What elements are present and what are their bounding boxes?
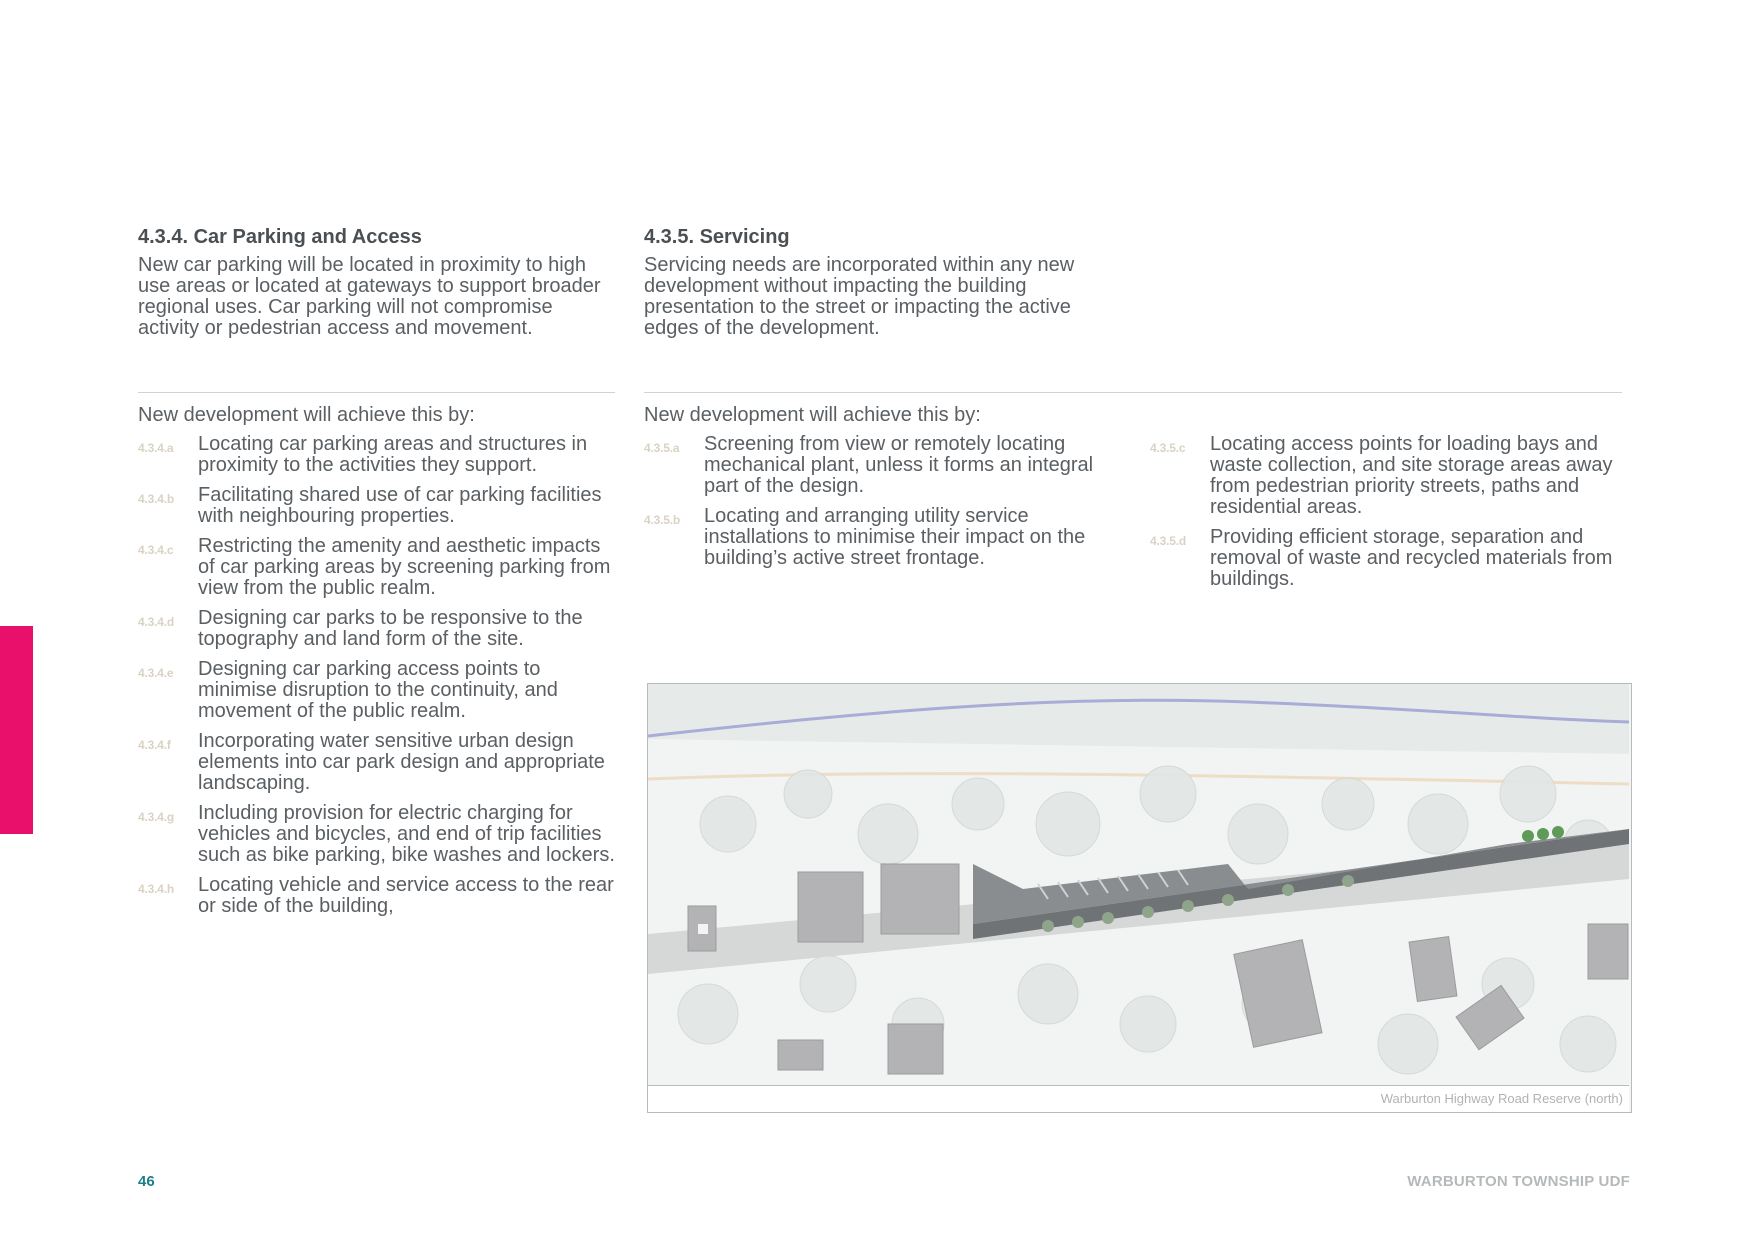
list-item: [1150, 527, 1630, 590]
section-intro: Servicing needs are incorporated within any new development without impacting the building presentation to the street or impacting the active edges of the development.: [644, 254, 1075, 339]
list-item: [138, 608, 618, 650]
item-text: Incorporating water sensitive urban design elements into car park design and appropriate landscaping.: [198, 730, 605, 794]
item-code: 4.3.4.a: [138, 441, 174, 455]
figure-caption: [648, 1085, 1629, 1112]
page-number: 46: [138, 1173, 155, 1190]
site-plan-drawing: [648, 684, 1629, 1084]
section-car-parking: [138, 226, 618, 339]
divider: [644, 392, 1622, 393]
item-text: Providing efficient storage, separation and removal of waste and recycled materials from buildings.: [1210, 526, 1613, 590]
footer-title: WARBURTON TOWNSHIP UDF: [1407, 1173, 1630, 1190]
list-item: [1150, 434, 1630, 518]
item-text: Screening from view or remotely locating mechanical plant, unless it forms an integral part of the design.: [704, 433, 1094, 497]
item-text: Designing car parking access points to minimise disruption to the continuity, and movement of the public realm.: [198, 658, 558, 722]
list-item: [138, 536, 618, 599]
list-item: [138, 875, 618, 917]
item-code: 4.3.4.b: [138, 492, 174, 506]
caption-text: Warburton Highway Road Reserve (north): [1380, 1091, 1623, 1106]
list-item: [138, 731, 618, 794]
item-code: 4.3.4.g: [138, 810, 174, 824]
site-plan-figure: [647, 683, 1632, 1113]
item-code: 4.3.4.f: [138, 738, 171, 752]
section-heading: 4.3.5. Servicing: [644, 226, 790, 248]
item-text: Designing car parks to be responsive to the topography and land form of the site.: [198, 607, 583, 650]
item-code: 4.3.5.b: [644, 513, 680, 527]
list-item: [644, 506, 1110, 569]
item-code: 4.3.4.d: [138, 615, 174, 629]
list-lead: New development will achieve this by:: [644, 404, 981, 426]
section-intro: New car parking will be located in proximity to high use areas or located at gateways to support broader regional uses. Car parking will not compromise activity or pedestrian access and movement.: [138, 254, 601, 339]
item-code: 4.3.4.e: [138, 666, 174, 680]
car-parking-list: [138, 405, 618, 926]
item-code: 4.3.5.c: [1150, 441, 1186, 455]
item-code: 4.3.4.h: [138, 882, 174, 896]
section-heading: 4.3.4. Car Parking and Access: [138, 226, 422, 248]
item-text: Including provision for electric charging for vehicles and bicycles, and end of trip facilities such as bike parking, bike washes and lockers.: [198, 802, 615, 866]
servicing-list-a: [644, 405, 1110, 578]
section-servicing: [644, 226, 1114, 339]
item-text: Locating access points for loading bays and waste collection, and site storage areas away from pedestrian priority streets, paths and residential areas.: [1210, 433, 1613, 518]
list-item: [138, 485, 618, 527]
list-item: [138, 659, 618, 722]
item-text: Locating vehicle and service access to the rear or side of the building,: [198, 874, 614, 917]
item-code: 4.3.5.a: [644, 441, 680, 455]
item-code: 4.3.5.d: [1150, 534, 1186, 548]
item-text: Restricting the amenity and aesthetic impacts of car parking areas by screening parking from view from the public realm.: [198, 535, 611, 599]
section-tab-marker: [0, 626, 33, 834]
item-text: Locating and arranging utility service installations to minimise their impact on the building’s active street frontage.: [704, 505, 1086, 569]
list-lead: New development will achieve this by:: [138, 404, 475, 426]
item-text: Facilitating shared use of car parking facilities with neighbouring properties.: [198, 484, 602, 527]
list-item: [138, 803, 618, 866]
servicing-list-b: [1150, 434, 1630, 599]
item-code: 4.3.4.c: [138, 543, 174, 557]
list-item: [644, 434, 1110, 497]
list-item: [138, 434, 618, 476]
item-text: Locating car parking areas and structures in proximity to the activities they support.: [198, 433, 588, 476]
divider: [138, 392, 615, 393]
